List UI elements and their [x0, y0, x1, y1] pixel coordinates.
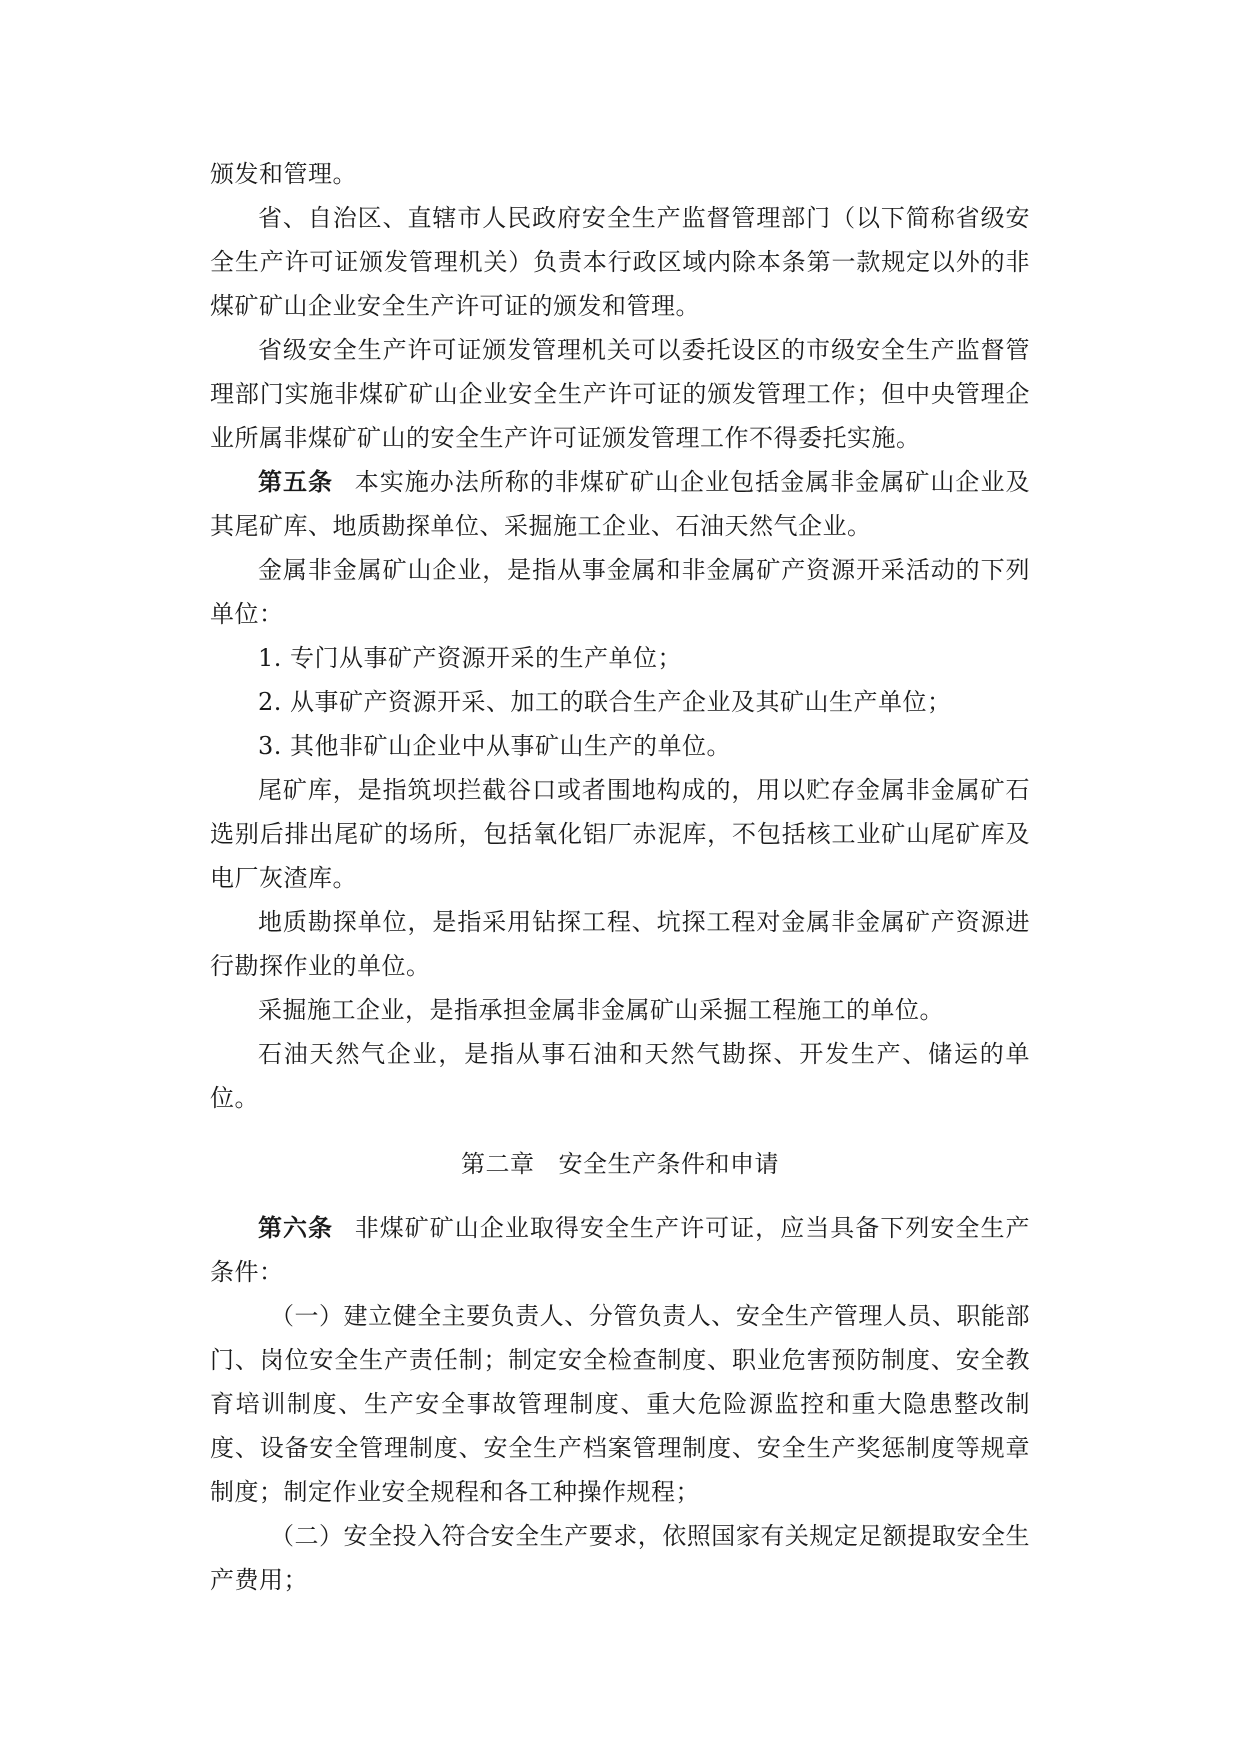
- list-item: （一）建立健全主要负责人、分管负责人、安全生产管理人员、职能部门、岗位安全生产责任制；制定安全检查制度、职业危害预防制度、安全教育培训制度、生产安全事故管理制度、重大危险源监控和重大隐患整改制度、设备安全管理制度、安全生产档案管理制度、安全生产奖惩制度等规章制度；制定作业安全规程和各工种操作规程；: [210, 1302, 1030, 1506]
- paragraph: 省、自治区、直辖市人民政府安全生产监督管理部门（以下简称省级安全生产许可证颁发管理机关）负责本行政区域内除本条第一款规定以外的非煤矿矿山企业安全生产许可证的颁发和管理。: [210, 204, 1030, 320]
- chapter-number: 第二章: [461, 1150, 535, 1178]
- article-label: 第五条: [258, 467, 334, 496]
- paragraph: 金属非金属矿山企业，是指从事金属和非金属矿产资源开采活动的下列单位：: [210, 556, 1030, 628]
- article-5: [210, 460, 1030, 548]
- article-6: [210, 1206, 1030, 1294]
- chapter-title: 安全生产条件和申请: [558, 1150, 779, 1178]
- list-item: 2. 从事矿产资源开采、加工的联合生产企业及其矿山生产单位；: [258, 688, 952, 716]
- article-label: 第六条: [258, 1213, 334, 1242]
- paragraph: 采掘施工企业，是指承担金属非金属矿山采掘工程施工的单位。: [258, 996, 944, 1024]
- chapter-heading: [210, 1142, 1030, 1186]
- list-item: （二）安全投入符合安全生产要求，依照国家有关规定足额提取安全生产费用；: [210, 1522, 1030, 1594]
- list-item: 1. 专门从事矿产资源开采的生产单位；: [258, 644, 683, 672]
- article-text: 本实施办法所称的非煤矿矿山企业包括金属非金属矿山企业及其尾矿库、地质勘探单位、采掘施工企业、石油天然气企业。: [210, 468, 1030, 540]
- paragraph: 石油天然气企业，是指从事石油和天然气勘探、开发生产、储运的单位。: [210, 1040, 1030, 1112]
- list-item: 3. 其他非矿山企业中从事矿山生产的单位。: [258, 732, 732, 760]
- paragraph: 尾矿库，是指筑坝拦截谷口或者围地构成的，用以贮存金属非金属矿石选别后排出尾矿的场所，包括氧化铝厂赤泥库，不包括核工业矿山尾矿库及电厂灰渣库。: [210, 776, 1030, 892]
- paragraph: 颁发和管理。: [210, 160, 357, 188]
- paragraph: 省级安全生产许可证颁发管理机关可以委托设区的市级安全生产监督管理部门实施非煤矿矿山企业安全生产许可证的颁发管理工作；但中央管理企业所属非煤矿矿山的安全生产许可证颁发管理工作不得委托实施。: [210, 336, 1030, 452]
- article-text: 非煤矿矿山企业取得安全生产许可证，应当具备下列安全生产条件：: [210, 1214, 1030, 1286]
- document-page: [210, 152, 1030, 1602]
- paragraph: 地质勘探单位，是指采用钻探工程、坑探工程对金属非金属矿产资源进行勘探作业的单位。: [210, 908, 1030, 980]
